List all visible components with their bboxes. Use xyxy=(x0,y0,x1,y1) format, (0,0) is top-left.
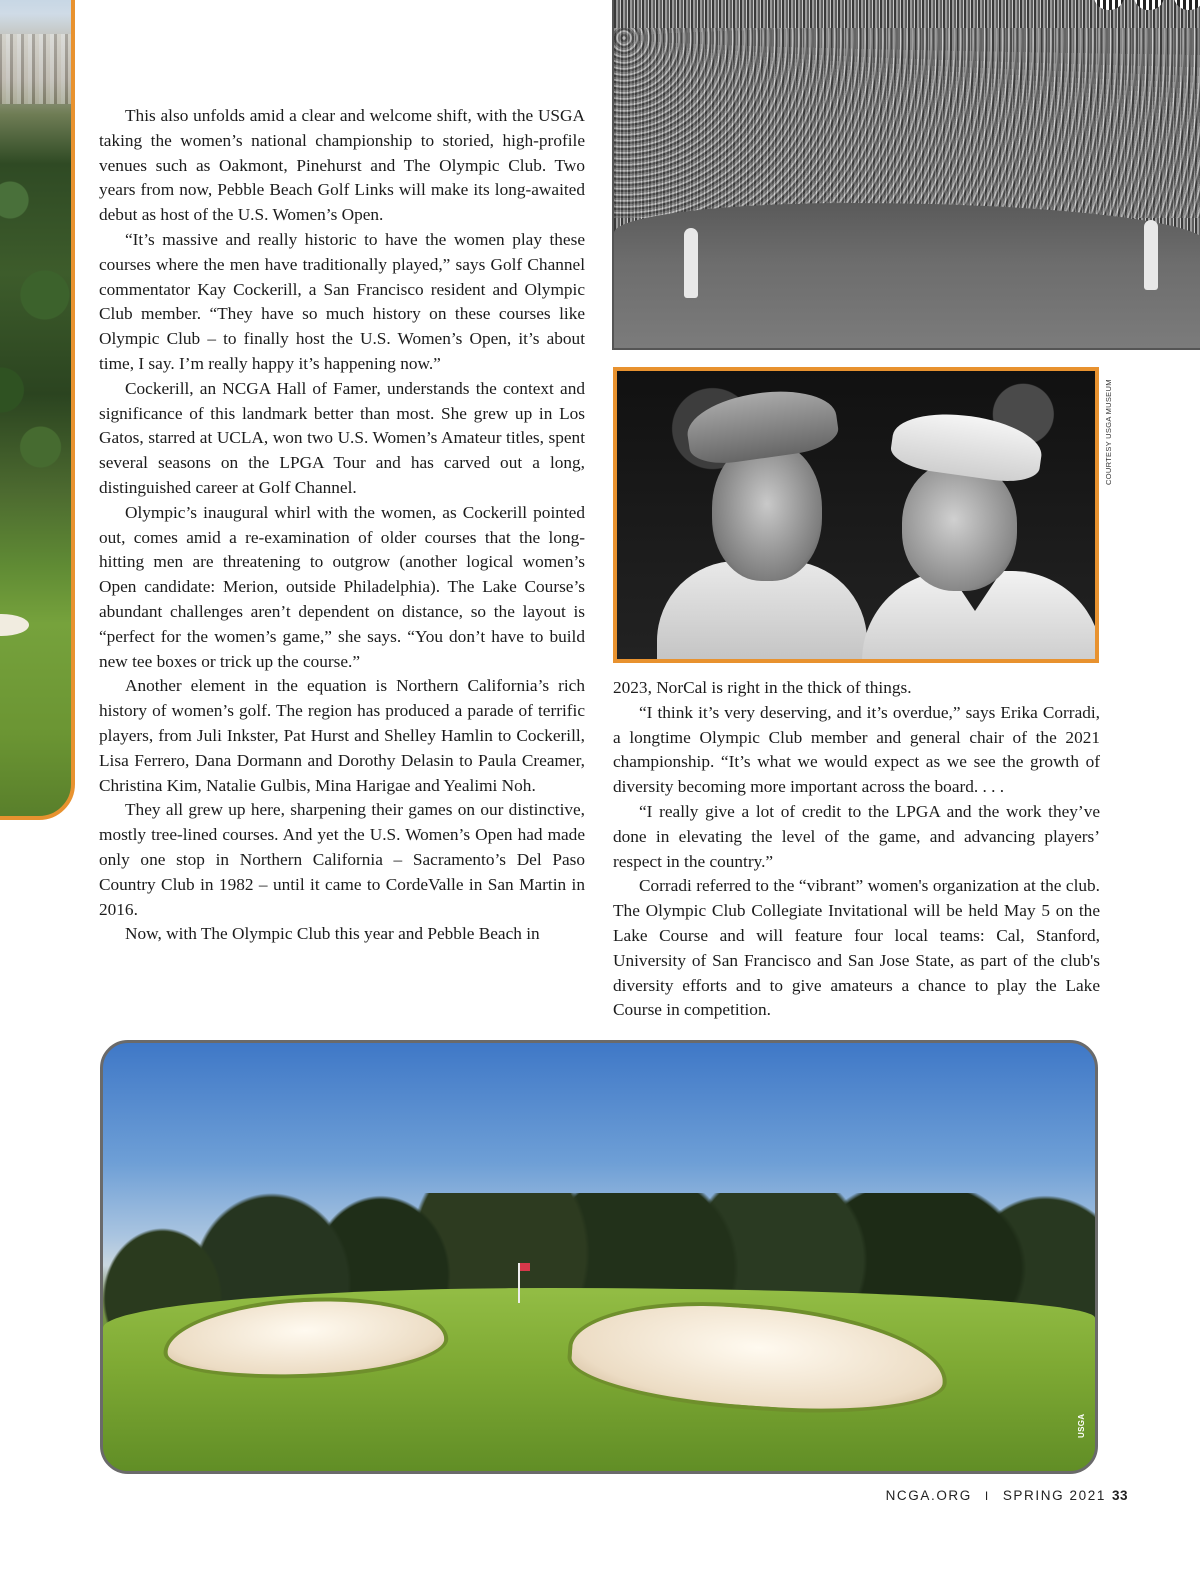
paragraph: “It’s massive and really historic to have the women play these courses where the men have traditionally played,” says Golf Channel commentator Kay Cockerill, a San Francisco resident and Olympic Club member. “They have so much history on these courses like Olympic Club – to finally host the U.S. Women’s Open, it’s about time, I say. I’m really happy it’s happening now.” xyxy=(99,229,585,373)
gallery-crowd xyxy=(614,28,1200,218)
page-number: 33 xyxy=(1111,1488,1128,1503)
putting-green xyxy=(614,203,1200,350)
golfer-figure xyxy=(1144,220,1158,290)
footer-separator: I xyxy=(984,1489,990,1503)
paragraph: Corradi referred to the “vibrant” women's organization at the club. The Olympic Club Collegiate Invitational will be held May 5 on the Lake Course and will feature four local teams: Cal, Stanford, University of San Francisco and San Jose State, as part of the club's diversity efforts and to give amateurs a chance to play the Lake Course in competition. xyxy=(613,876,1100,1020)
photo-credit: USGA xyxy=(1077,1413,1086,1438)
left-course-photo xyxy=(0,0,75,820)
paragraph: 2023, NorCal is right in the thick of things. xyxy=(613,678,912,697)
paragraph: Olympic’s inaugural whirl with the women, as Cockerill pointed out, comes amid a re-examination of older courses that the long-hitting men are threatening to outgrow (another logical women’s Open candidate: Merion, outside Philadelphia). The Lake Course’s abundant challenges aren’t dependent on distance, so the layout is “perfect for the women’s game,” she says. “You don’t have to build new tee boxes or trick up the course.” xyxy=(99,502,585,671)
paragraph: Another element in the equation is Northern California’s rich history of women’s golf. The region has produced a parade of terrific players, from Juli Inkster, Pat Hurst and Shelley Hamlin to Cockerill, Lisa Ferrero, Dana Dormann and Dorothy Delasin to Paula Creamer, Christina Kim, Natalie Gulbis, Mina Harigae and Yealimi Noh. xyxy=(99,676,585,795)
paragraph: Cockerill, an NCGA Hall of Famer, understands the context and significance of this landmark better than most. She grew up in Los Gatos, starred at UCLA, won two U.S. Women’s Amateur titles, spent several seasons on the LPGA Tour and has carved out a long, distinguished career at Golf Channel. xyxy=(99,378,585,497)
article-right-column xyxy=(613,676,1100,1023)
paragraph: “I really give a lot of credit to the LPGA and the work they’ve done in elevating the level of the game, and advancing players’ respect in the country.” xyxy=(613,801,1100,871)
article-left-column xyxy=(99,104,585,947)
golfers-handshake-photo xyxy=(613,367,1099,663)
pin-flag xyxy=(518,1263,520,1303)
footer-issue: SPRING 2021 xyxy=(1002,1488,1106,1503)
page-footer xyxy=(886,1488,1128,1503)
photo-credit: COURTESY USGA MUSEUM xyxy=(1104,379,1113,485)
golfer-right-cap xyxy=(889,406,1046,486)
golfer-figure xyxy=(684,228,698,298)
paragraph: Now, with The Olympic Club this year and Pebble Beach in xyxy=(125,924,540,944)
footer-site: NCGA.ORG xyxy=(885,1488,972,1503)
paragraph: This also unfolds amid a clear and welcome shift, with the USGA taking the women’s national championship to storied, high-profile venues such as Oakmont, Pinehurst and The Olympic Club. Two years from now, Pebble Beach Golf Links will make its long-awaited debut as host of the U.S. Women’s Open. xyxy=(99,106,585,225)
paragraph: “I think it’s very deserving, and it’s overdue,” says Erika Corradi, a longtime Olympic Club member and general chair of the 2021 championship. “It’s what we would expect as we see the growth of diversity becoming more important across the board. . . . xyxy=(613,702,1100,797)
tree-canopy xyxy=(0,124,71,504)
city-houses xyxy=(0,34,71,104)
bunting-decoration xyxy=(1094,0,1124,10)
historic-gallery-photo xyxy=(612,0,1200,350)
bunting-decoration xyxy=(1174,0,1200,10)
lake-course-photo xyxy=(100,1040,1098,1474)
golfer-left-cap xyxy=(683,383,841,468)
paragraph: They all grew up here, sharpening their games on our distinctive, mostly tree-lined courses. And yet the U.S. Women’s Open had made only one stop in Northern California – Sacramento’s Del Paso Country Club in 1982 – until it came to CordeValle in San Martin in 2016. xyxy=(99,800,585,919)
bunting-decoration xyxy=(1134,0,1164,10)
sand-bunker xyxy=(0,614,29,636)
